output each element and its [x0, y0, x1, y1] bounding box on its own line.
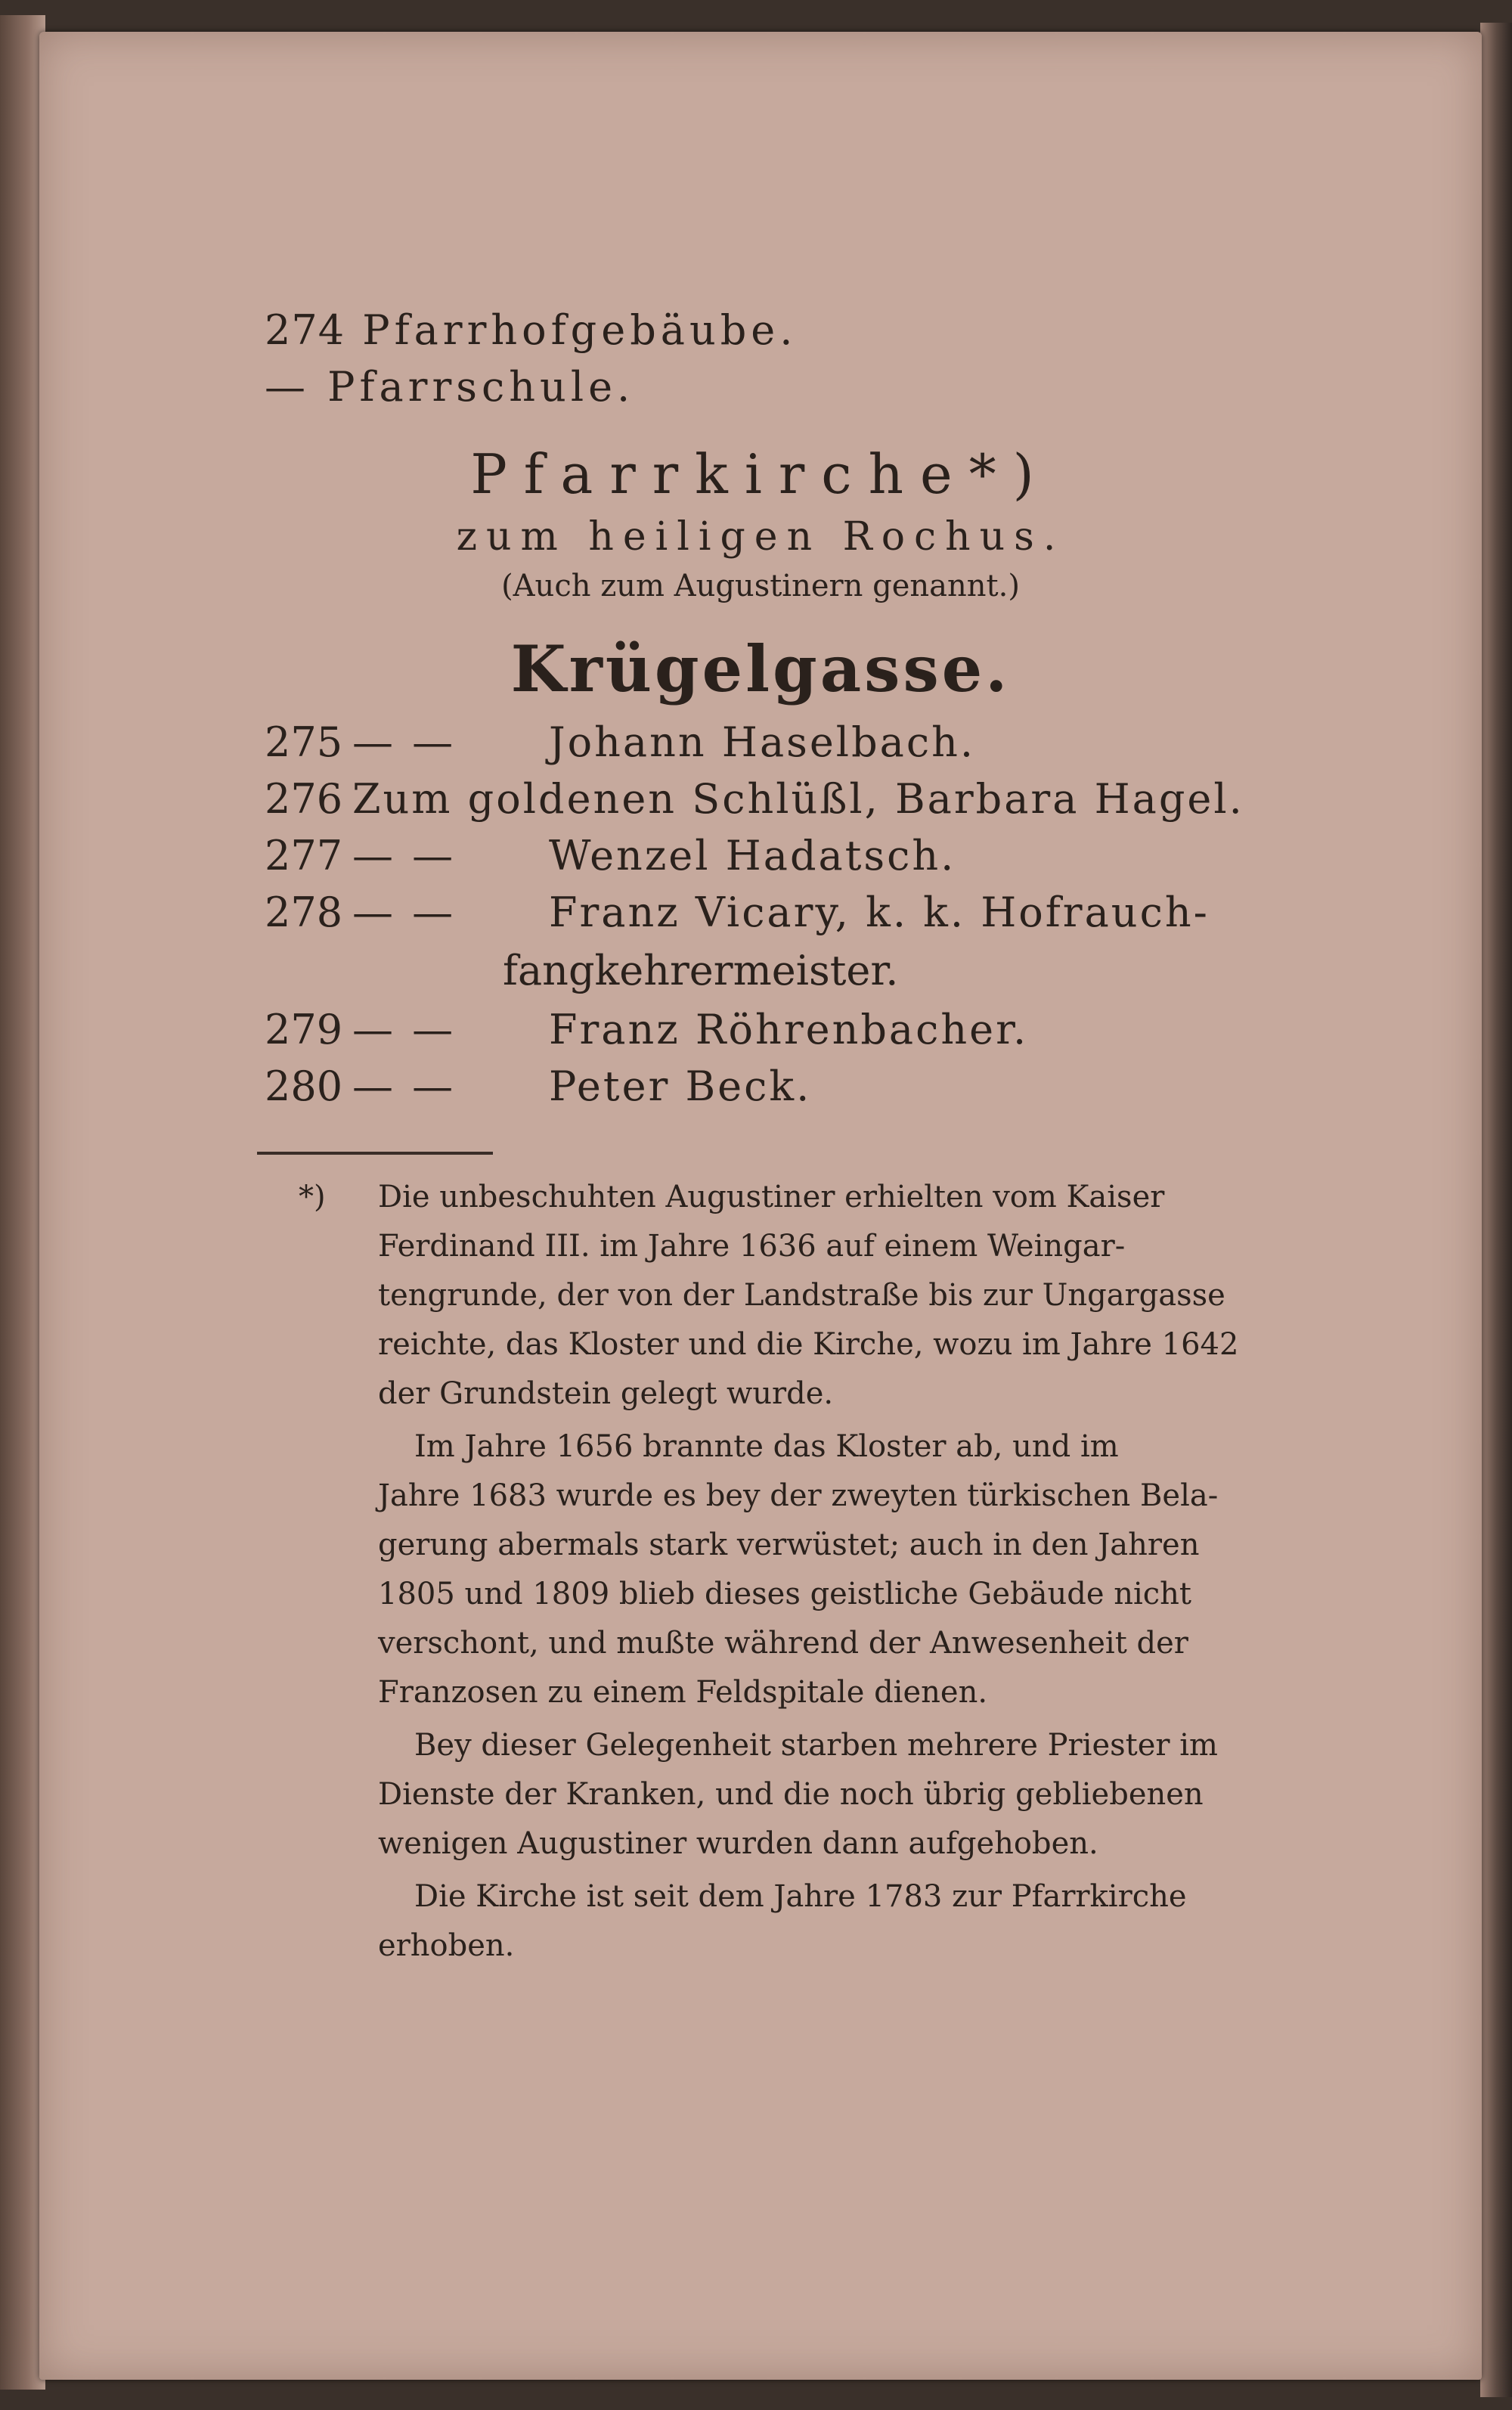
page-right-edge [1480, 23, 1512, 2397]
entry-name: Peter Beck. [549, 1062, 812, 1110]
footnote-line: reichte, das Kloster und die Kirche, wozu im Jahre 1642 [378, 1327, 1239, 1362]
footnote-line: Jahre 1683 wurde es bey der zweyten türkischen Bela- [378, 1478, 1219, 1513]
house-number: 274 [265, 306, 345, 354]
footnote-line: der Grundstein gelegt wurde. [378, 1376, 834, 1411]
footnote-line: 1805 und 1809 blieb dieses geistliche Gebäude nicht [378, 1577, 1191, 1611]
entry-number: 279 [265, 1006, 343, 1053]
list-item [265, 832, 956, 879]
list-item [265, 1062, 811, 1110]
footnote-line: Ferdinand III. im Jahre 1636 auf einem Weingar- [378, 1229, 1126, 1264]
header-text: Pfarrhofgebäube. [362, 306, 798, 354]
header-line-1 [265, 306, 797, 354]
footnote-line: gerung abermals stark verwüstet; auch in den Jahren [378, 1528, 1200, 1562]
entry-dash: — — [352, 1006, 457, 1053]
footnote-line: erhoben. [378, 1928, 515, 1963]
entry-number: 280 [265, 1062, 343, 1110]
footnote-line: Im Jahre 1656 brannte das Kloster ab, und im [414, 1429, 1119, 1464]
footnote-line: Die unbeschuhten Augustiner erhielten vom Kaiser [378, 1180, 1165, 1214]
footnote-rule [257, 1152, 493, 1155]
footnote-line: Bey dieser Gelegenheit starben mehrere Priester im [414, 1728, 1218, 1763]
list-item [265, 775, 1244, 823]
entry-dash: — — [352, 832, 457, 879]
footnote-line: Die Kirche ist seit dem Jahre 1783 zur Pfarrkirche [414, 1879, 1187, 1914]
footnote-line: tengrunde, der von der Landstraße bis zur Ungargasse [378, 1278, 1225, 1313]
footnote-line: Dienste der Kranken, und die noch übrig gebliebenen [378, 1777, 1204, 1812]
church-note: (Auch zum Augustinern genannt.) [501, 569, 1020, 603]
entry-name: Franz Vicary, k. k. Hofrauch- [549, 889, 1210, 936]
entry-number: 278 [265, 889, 343, 936]
footnote-mark: *) [299, 1180, 326, 1214]
footnote-line: wenigen Augustiner wurden dann aufgehoben. [378, 1826, 1098, 1861]
footnote-line: verschont, und mußte während der Anwesenheit der [378, 1626, 1188, 1661]
list-item [265, 718, 975, 766]
entry-dash: — — [352, 889, 457, 936]
entry-dash: — — [352, 1062, 457, 1110]
header-line-2: — Pfarrschule. [265, 363, 635, 411]
entry-name: Wenzel Hadatsch. [549, 832, 956, 879]
footnote-line: Franzosen zu einem Feldspitale dienen. [378, 1675, 988, 1710]
page-left-edge [0, 15, 45, 2390]
entry-number: 277 [265, 832, 343, 879]
entry-number: 276 [265, 775, 343, 823]
entry-name: Johann Haselbach. [549, 718, 976, 766]
list-item [265, 889, 1210, 936]
entry-continuation: fangkehrermeister. [503, 947, 899, 994]
entry-dash: — — [352, 718, 457, 766]
church-subtitle: zum heiligen Rochus. [456, 514, 1065, 560]
entry-name: Franz Röhrenbacher. [549, 1006, 1029, 1053]
list-item [265, 1006, 1028, 1053]
entry-number: 275 [265, 718, 343, 766]
church-title: Pfarrkirche*) [470, 442, 1051, 506]
street-heading: Krügelgasse. [510, 631, 1011, 706]
entry-name: Zum goldenen Schlüßl, Barbara Hagel. [352, 775, 1244, 823]
